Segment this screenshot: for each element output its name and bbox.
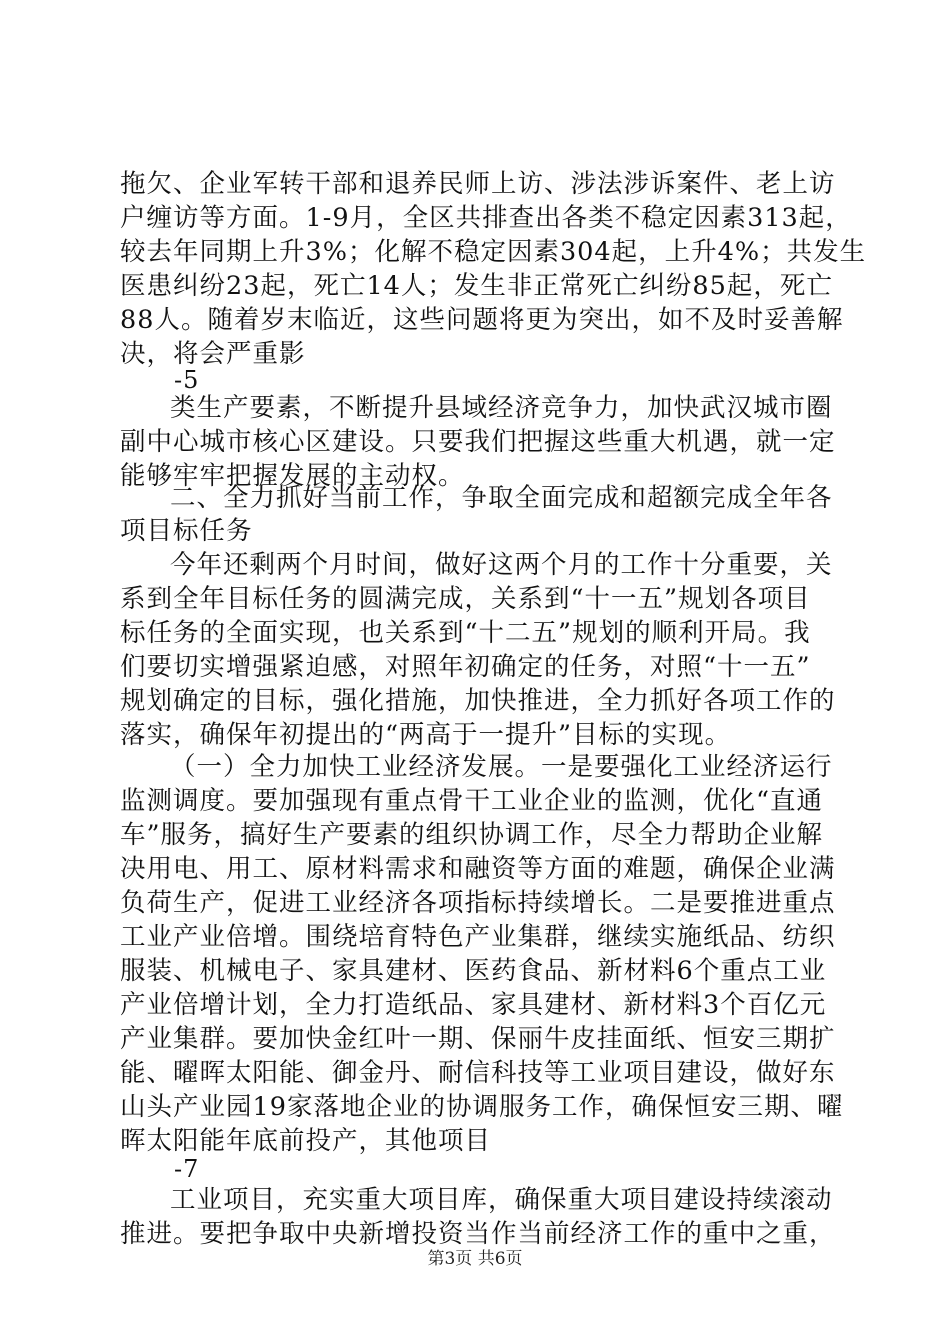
text-line: 今年还剩两个月时间，做好这两个月的工作十分重要，关	[170, 550, 833, 580]
text-line: 工业产业倍增。围绕培育特色产业集群，继续实施纸品、纺织	[120, 922, 836, 952]
text-line: 医患纠纷23起，死亡14人；发生非正常死亡纠纷85起，死亡	[120, 271, 833, 301]
page-marker: -7	[174, 1155, 200, 1183]
text-line: 晖太阳能年底前投产，其他项目	[120, 1126, 492, 1156]
text-line: 决，将会严重影	[120, 339, 306, 369]
text-line: （一）全力加快工业经济发展。一是要强化工业经济运行	[170, 752, 833, 782]
text-line: 类生产要素，不断提升县域经济竞争力，加快武汉城市圈	[170, 393, 833, 423]
text-line: 产业集群。要加快金红叶一期、保丽牛皮挂面纸、恒安三期扩	[120, 1024, 836, 1054]
section-heading: 项目标任务	[120, 516, 253, 546]
text-line: 决用电、用工、原材料需求和融资等方面的难题，确保企业满	[120, 854, 836, 884]
text-line: 产业倍增计划，全力打造纸品、家具建材、新材料3个百亿元	[120, 990, 827, 1020]
text-line: 系到全年目标任务的圆满完成，关系到“十一五”规划各项目	[120, 584, 811, 614]
page-footer: 第3页 共6页	[427, 1249, 523, 1269]
text-line: 拖欠、企业军转干部和退养民师上访、涉法涉诉案件、老上访	[120, 169, 836, 199]
text-line: 监测调度。要加强现有重点骨干工业企业的监测，优化“直通	[120, 786, 824, 816]
text-line: 负荷生产，促进工业经济各项指标持续增长。二是要推进重点	[120, 888, 836, 918]
text-line: 推进。要把争取中央新增投资当作当前经济工作的重中之重，	[120, 1219, 836, 1249]
text-line: 规划确定的目标，强化措施，加快推进，全力抓好各项工作的	[120, 686, 836, 716]
text-line: 车”服务，搞好生产要素的组织协调工作，尽全力帮助企业解	[120, 820, 824, 850]
text-line: 能够牢牢把握发展的主动权。	[120, 461, 465, 491]
text-line: 能、曜晖太阳能、御金丹、耐信科技等工业项目建设，做好东	[120, 1058, 836, 1088]
section-heading: 二、全力抓好当前工作，争取全面完成和超额完成全年各	[170, 483, 833, 513]
text-line: 副中心城市核心区建设。只要我们把握这些重大机遇，就一定	[120, 427, 836, 457]
text-line: 们要切实增强紧迫感，对照年初确定的任务，对照“十一五”	[120, 652, 811, 682]
text-line: 标任务的全面实现，也关系到“十二五”规划的顺利开局。我	[120, 618, 811, 648]
text-line: 落实，确保年初提出的“两高于一提升”目标的实现。	[120, 720, 732, 750]
text-line: 88人。随着岁末临近，这些问题将更为突出，如不及时妥善解	[120, 305, 844, 335]
text-line: 户缠访等方面。1-9月，全区共排查出各类不稳定因素313起，	[120, 203, 852, 233]
page-marker: -5	[174, 366, 200, 394]
text-line: 山头产业园19家落地企业的协调服务工作，确保恒安三期、曜	[120, 1092, 844, 1122]
text-line: 服装、机械电子、家具建材、医药食品、新材料6个重点工业	[120, 956, 827, 986]
text-line: 较去年同期上升3%；化解不稳定因素304起，上升4%；共发生	[120, 237, 867, 267]
text-line: 工业项目，充实重大项目库，确保重大项目建设持续滚动	[170, 1185, 833, 1215]
